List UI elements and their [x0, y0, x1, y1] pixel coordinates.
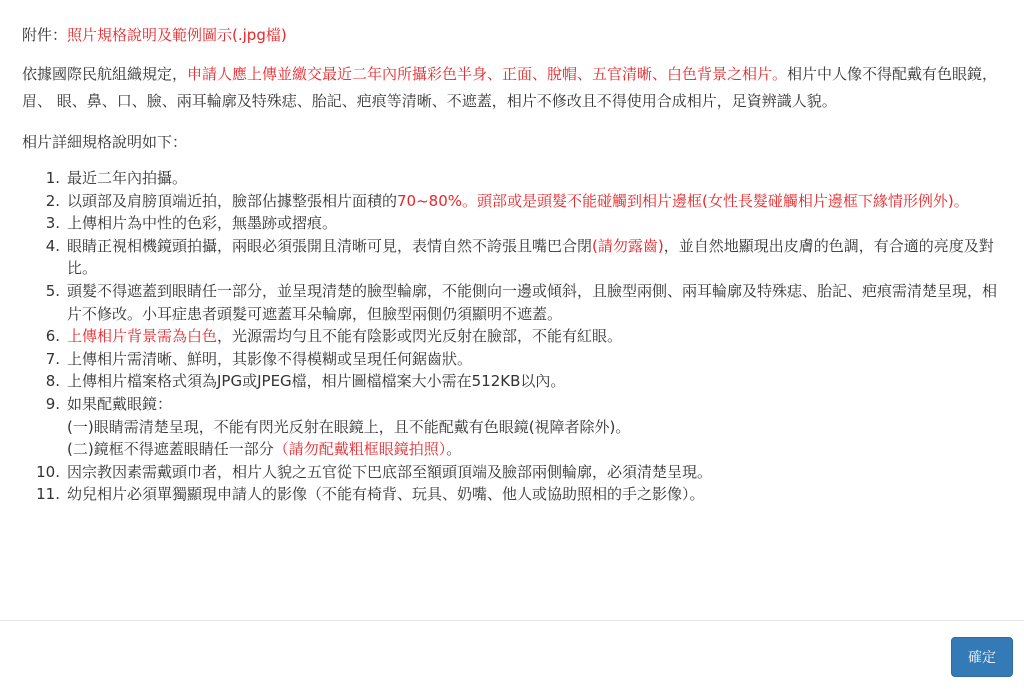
- spec-item-5: [22, 280, 1007, 325]
- spec-item-4: [22, 235, 1007, 280]
- spec-item-number: 3.: [45, 214, 60, 233]
- spec-item-number: 7.: [45, 349, 60, 368]
- intro-part-1: 依據國際民航組織規定，: [22, 65, 188, 83]
- spec-subitem-text-end: 。: [446, 440, 462, 459]
- spec-item-9: [22, 393, 1007, 461]
- intro-part-3: 相片中人像不得配戴有色眼鏡，眉、 眼、鼻、口、臉、兩耳輪廓及特殊痣、胎記、疤痕等清晰、不遮蓋，相片不修改且不得使用合成相片，足資辨識人貌。: [22, 65, 998, 110]
- spec-item-number: 5.: [45, 281, 60, 300]
- spec-item-11: [22, 483, 1007, 506]
- dialog-footer-divider: [0, 620, 1024, 621]
- spec-subitem-1: (一)眼睛需清楚呈現，不能有閃光反射在眼鏡上，且不能配戴有色眼鏡(視障者除外)。: [67, 417, 631, 436]
- spec-item-number: 11.: [36, 485, 60, 504]
- intro-paragraph: [22, 61, 1007, 115]
- spec-item-text: 頭髮不得遮蓋到眼睛任一部分，並呈現清楚的臉型輪廓，不能側向一邊或傾斜，且臉型兩側、兩耳輪廓及特殊痣、胎記、疤痕需清楚呈現，相片不修改。小耳症患者頭髮可遮蓋耳朵輪廓，但臉型兩側仍須顯明不遮蓋。: [67, 281, 998, 323]
- dialog-body: [22, 24, 1007, 506]
- spec-item-text: 最近二年內拍攝。: [67, 169, 188, 187]
- spec-item-text: 如果配戴眼鏡：: [67, 394, 173, 413]
- spec-item-text: 上傳相片檔案格式須為JPG或JPEG檔，相片圖檔檔案大小需在512KB以內。: [67, 372, 566, 391]
- attachment-label: 附件：: [22, 26, 68, 44]
- spec-subitem-highlight: （請勿配戴粗框眼鏡拍照）: [273, 440, 447, 459]
- spec-item-text: 以頭部及肩膀頂端近拍，臉部佔據整張相片面積的: [67, 191, 398, 210]
- spec-item-highlight: 上傳相片背景需為白色: [67, 327, 218, 346]
- spec-item-1: [22, 167, 1007, 190]
- spec-item-number: 1.: [45, 169, 60, 187]
- spec-list: [22, 167, 1007, 506]
- spec-item-number: 2.: [45, 191, 60, 210]
- spec-item-number: 4.: [45, 236, 60, 255]
- spec-subitem-2: [67, 438, 1007, 461]
- spec-subitem-text: (二)鏡框不得遮蓋眼睛任一部分: [67, 440, 274, 459]
- spec-item-number: 8.: [45, 372, 60, 391]
- spec-item-text: 眼睛正視相機鏡頭拍攝，兩眼必須張開且清晰可見，表情自然不誇張且嘴巴合閉: [67, 236, 593, 255]
- spec-item-text-end: ，並自然地顯現出皮膚的色調，有合適的亮度及對比。: [67, 236, 994, 278]
- spec-subtitle: 相片詳細規格說明如下：: [22, 133, 188, 151]
- spec-item-2: [22, 190, 1007, 213]
- spec-item-highlight: (請勿露齒): [592, 236, 664, 255]
- spec-item-text: ，光源需均勻且不能有陰影或閃光反射在臉部，不能有紅眼。: [217, 327, 623, 346]
- attachment-link[interactable]: 照片規格說明及範例圖示(.jpg檔): [67, 26, 287, 44]
- intro-requirement-highlight: 申請人應上傳並繳交最近二年內所攝彩色半身、正面、脫帽、五官清晰、白色背景之相片。: [187, 65, 788, 83]
- spec-item-6: [22, 325, 1007, 348]
- spec-item-8: [22, 370, 1007, 393]
- spec-item-number: 6.: [45, 327, 60, 346]
- spec-item-text: 上傳相片為中性的色彩，無墨跡或摺痕。: [67, 214, 338, 233]
- spec-item-10: [22, 461, 1007, 484]
- spec-item-number: 10.: [36, 462, 60, 481]
- spec-item-text: 因宗教因素需戴頭巾者，相片人貌之五官從下巴底部至額頭頂端及臉部兩側輪廓，必須清楚呈現。: [67, 462, 713, 481]
- spec-item-3: [22, 212, 1007, 235]
- confirm-button[interactable]: 確定: [951, 637, 1013, 677]
- spec-item-text: 幼兒相片必須單獨顯現申請人的影像（不能有椅背、玩具、奶嘴、他人或協助照相的手之影像）。: [67, 485, 705, 504]
- spec-item-highlight: 70~80%。頭部或是頭髮不能碰觸到相片邊框(女性長髮碰觸相片邊框下緣情形例外)。: [397, 191, 969, 210]
- spec-item-7: [22, 348, 1007, 371]
- spec-item-text: 上傳相片需清晰、鮮明，其影像不得模糊或呈現任何鋸齒狀。: [67, 349, 473, 368]
- spec-item-number: 9.: [45, 394, 60, 413]
- attachment-line: [22, 24, 1007, 46]
